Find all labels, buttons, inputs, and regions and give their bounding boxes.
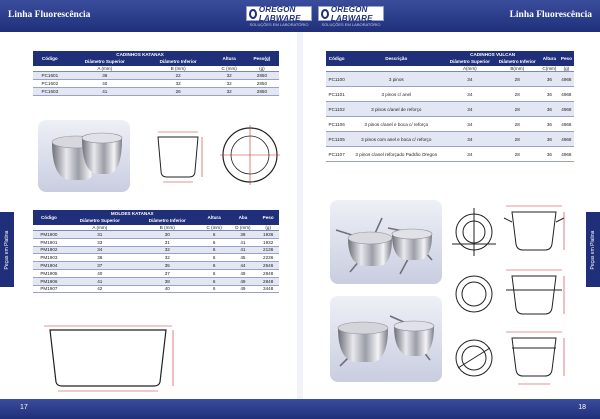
cell: 28 (494, 147, 540, 162)
table-row (33, 254, 279, 262)
unit-cell: A (mm) (67, 66, 143, 72)
table-row (326, 72, 574, 87)
cell: 44 (229, 262, 258, 270)
col-header: Altura (200, 210, 229, 225)
cell: 49 (229, 277, 258, 285)
table-row (326, 147, 574, 162)
cell: PC1106 (326, 117, 347, 132)
cell: 2850 (245, 88, 279, 96)
oregon-logo-icon (246, 6, 312, 28)
unit-cell: C(mm) (540, 66, 559, 72)
col-header: Altura (213, 51, 244, 66)
col-header: Peso (559, 51, 574, 66)
cell: 2236 (257, 254, 279, 262)
unit-cell: (g) (257, 225, 279, 231)
cell: 6 (200, 262, 229, 270)
logo-tagline: SOLUÇÕES EM LABORATÓRIO (321, 22, 381, 27)
cell: PM1900 (33, 231, 65, 239)
cell: 3 pinos c/anel de reforço (347, 102, 445, 117)
col-header: Descrição (347, 51, 445, 66)
unit-cell: C (mm) (213, 66, 244, 72)
col-header: Código (33, 210, 65, 225)
logo-text: OREGON LABWARE (258, 4, 301, 23)
cell: 2848 (257, 277, 279, 285)
unit-cell: B (mm) (135, 225, 200, 231)
header-bar (0, 0, 600, 32)
cell: PM1902 (33, 246, 65, 254)
table-group-title: CADINHOS VULCAN (445, 51, 540, 57)
table-row (33, 285, 279, 293)
table-row (326, 87, 574, 102)
cell: PM1901 (33, 238, 65, 246)
cell: 32 (213, 80, 244, 88)
table-row (33, 231, 279, 239)
unit-cell: (g) (559, 66, 574, 72)
cell: 40 (65, 269, 135, 277)
cell: 32 (213, 88, 244, 96)
table-row (33, 238, 279, 246)
cell: 32 (143, 80, 214, 88)
footer-bar (0, 399, 600, 419)
cell: 34 (445, 147, 494, 162)
crucible-drawing (448, 198, 570, 394)
cell: 4968 (559, 147, 574, 162)
cell: 49 (229, 285, 258, 293)
cell: PC1102 (326, 102, 347, 117)
page-spine (297, 32, 303, 399)
cell: 28 (494, 117, 540, 132)
cell: 2546 (257, 262, 279, 270)
left-page-title: Linha Fluorescência (8, 10, 91, 20)
cell: 3 pinos (347, 72, 445, 87)
cell: 32 (135, 246, 200, 254)
cell: 28 (494, 72, 540, 87)
cell: 6 (200, 246, 229, 254)
col-header: Código (33, 51, 67, 66)
col-header: Diâmetro Superior (67, 57, 143, 66)
cadinhos-vulcan-table (326, 51, 574, 162)
table-row (33, 88, 279, 96)
cell: 40 (135, 285, 200, 293)
crucible-drawing (148, 127, 208, 187)
cell: 42 (65, 285, 135, 293)
cell: 33 (65, 238, 135, 246)
mold-drawing (38, 322, 178, 394)
cell: 26 (143, 88, 214, 96)
oregon-logo-icon (318, 6, 384, 28)
cell: 41 (65, 277, 135, 285)
crucible-photo (330, 296, 442, 382)
cell: 34 (445, 132, 494, 147)
col-header: Diâmetro Inferior (135, 216, 200, 225)
table-row (33, 246, 279, 254)
logo-tagline: SOLUÇÕES EM LABORATÓRIO (249, 22, 309, 27)
cell: PM1906 (33, 277, 65, 285)
cell: 37 (65, 262, 135, 270)
cell: 34 (445, 117, 494, 132)
col-header: Peso (257, 210, 279, 225)
cell: 4968 (559, 72, 574, 87)
cell: 38 (135, 277, 200, 285)
col-header: Diâmetro Superior (445, 57, 494, 66)
crucible-top-drawing (218, 123, 282, 187)
side-tab-right (586, 212, 600, 287)
cell: 36 (540, 102, 559, 117)
cell: 34 (445, 87, 494, 102)
cell: 36 (65, 254, 135, 262)
cell: PM1905 (33, 269, 65, 277)
crucible-photo (330, 200, 442, 284)
cell: 41 (229, 238, 258, 246)
side-tab-label: Peças em Platina (4, 230, 10, 269)
table-row (33, 262, 279, 270)
cell: PC1101 (326, 87, 347, 102)
unit-cell: A(mm) (445, 66, 494, 72)
unit-cell: (g) (245, 66, 279, 72)
cell: PM1907 (33, 285, 65, 293)
cell: 36 (540, 72, 559, 87)
cell: 39 (229, 231, 258, 239)
unit-cell: B (mm) (143, 66, 214, 72)
cell: 6 (200, 277, 229, 285)
cell: PC1107 (326, 147, 347, 162)
cell: 6 (200, 238, 229, 246)
cell: PC1601 (33, 72, 67, 80)
table-row (33, 80, 279, 88)
cell: 37 (135, 269, 200, 277)
table-row (326, 132, 574, 147)
cell: 41 (229, 246, 258, 254)
col-header: Peso(g) (245, 51, 279, 66)
cell: PM1903 (33, 254, 65, 262)
cell: 36 (540, 87, 559, 102)
cell: 4968 (559, 132, 574, 147)
cell: PC1105 (326, 132, 347, 147)
cell: 6 (200, 231, 229, 239)
page-number-right: 18 (578, 404, 586, 411)
cell: 32 (213, 72, 244, 80)
col-header: Altura (540, 51, 559, 66)
unit-cell: B(mm) (494, 66, 540, 72)
cell: 2848 (257, 269, 279, 277)
cell: 34 (445, 102, 494, 117)
cell: 1936 (257, 231, 279, 239)
col-header: Aba (229, 210, 258, 225)
cell: 34 (65, 246, 135, 254)
unit-cell: D (mm) (229, 225, 258, 231)
cell: 1932 (257, 238, 279, 246)
cell: 36 (67, 72, 143, 80)
table-row (33, 72, 279, 80)
cell: 3 pinos c/anel e boca c/ reforço (347, 117, 445, 132)
cell: 6 (200, 285, 229, 293)
table-row (326, 117, 574, 132)
col-header: Diâmetro Superior (65, 216, 135, 225)
cell: 3 pinos c/ anel (347, 87, 445, 102)
logo-text: OREGON LABWARE (330, 4, 373, 23)
cell: 2136 (257, 246, 279, 254)
cell: 45 (229, 254, 258, 262)
cell: 36 (540, 117, 559, 132)
cell: PM1904 (33, 262, 65, 270)
cell: 2850 (245, 80, 279, 88)
right-page-title: Linha Fluorescência (509, 10, 592, 20)
col-header: Diâmetro Inferior (143, 57, 214, 66)
col-header: Diâmetro Inferior (494, 57, 540, 66)
cell: 4968 (559, 102, 574, 117)
side-tab-left (0, 212, 14, 287)
cell: 36 (540, 147, 559, 162)
cell: 3 pinos com anel e boca c/ reforço (347, 132, 445, 147)
cell: 31 (135, 238, 200, 246)
table-row (326, 102, 574, 117)
cell: 4968 (559, 117, 574, 132)
cell: 32 (135, 254, 200, 262)
cell: 4968 (559, 87, 574, 102)
cell: 28 (494, 87, 540, 102)
crucible-photo (38, 120, 130, 192)
cell: 3 pinos c/anel reforçado Padrão Oregon (347, 147, 445, 162)
cell: PC1603 (33, 88, 67, 96)
cell: 6 (200, 269, 229, 277)
cell: 28 (494, 102, 540, 117)
cell: 30 (135, 231, 200, 239)
table-row (33, 269, 279, 277)
cell: 35 (135, 262, 200, 270)
cell: 34 (445, 72, 494, 87)
cell: 2850 (245, 72, 279, 80)
cell: PC1602 (33, 80, 67, 88)
moldes-katanax-table (33, 210, 279, 293)
cell: 6 (200, 254, 229, 262)
cell: 28 (494, 132, 540, 147)
col-header: Código (326, 51, 347, 66)
cell: 49 (229, 269, 258, 277)
unit-cell: A (mm) (65, 225, 135, 231)
cell: 41 (67, 88, 143, 96)
unit-cell: C (mm) (200, 225, 229, 231)
cell: 40 (67, 80, 143, 88)
table-row (33, 277, 279, 285)
cell: 3448 (257, 285, 279, 293)
side-tab-label: Peças em Platina (590, 230, 596, 269)
cadinhos-katanax-table (33, 51, 279, 96)
cell: 22 (143, 72, 214, 80)
page-number-left: 17 (20, 404, 28, 411)
cell: 36 (540, 132, 559, 147)
cell: 31 (65, 231, 135, 239)
table-group-title: MOLDES KATANAX (65, 210, 200, 216)
table-group-title: CADINHOS KATANAX (67, 51, 214, 57)
cell: PC1100 (326, 72, 347, 87)
